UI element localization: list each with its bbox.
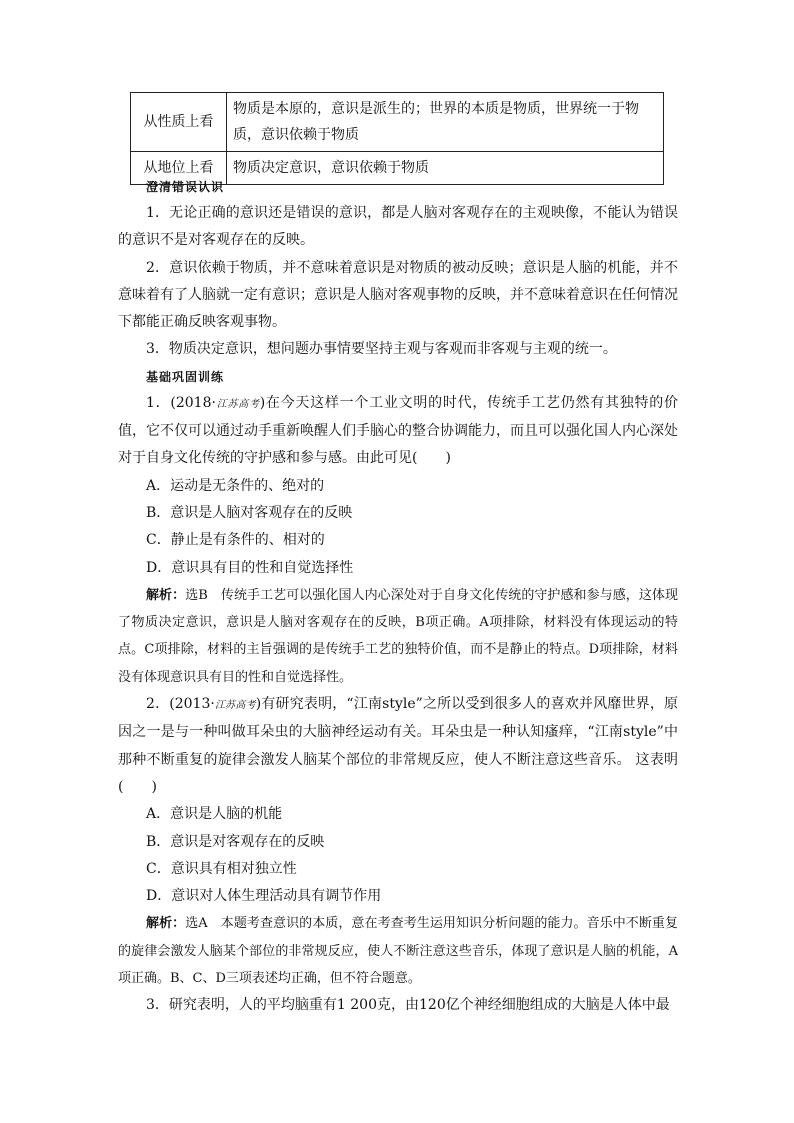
table-row-content: 物质是本原的，意识是派生的；世界的本质是物质，世界统一于物质，意识依赖于物质 [227, 93, 664, 152]
table-row [131, 93, 664, 152]
question-2-stem [118, 691, 678, 801]
option-c: C．意识具有相对独立性 [146, 860, 297, 877]
question-source: 江苏高考 [215, 398, 260, 410]
explanation-text: 选A 本题考查意识的本质，意在考查考生运用知识分析问题的能力。音乐中不断重复的旋律会激发人脑某个部位的非常规反应，使人不断注意这些音乐，体现了意识是人脑的机能，A项正确。B、C、D三项表述均正确，但不符合题意。 [118, 916, 678, 987]
clarify-item: 2．意识依赖于物质，并不意味着意识是对物质的被动反映；意识是人脑的机能，并不意味着有了人脑就一定有意识；意识是人脑对客观事物的反映，并不意味着意识在任何情况下都能正确反映客观事物。 [118, 259, 678, 331]
question-number: 3． [146, 997, 169, 1014]
clarify-item: 3．物质决定意识，想问题办事情要坚持主观与客观而非客观与主观的统一。 [146, 341, 617, 358]
option-d: D．意识具有目的性和自觉选择性 [146, 559, 354, 576]
summary-table [130, 92, 664, 185]
table-row-header: 从性质上看 [131, 93, 227, 152]
table-row-header: 从地位上看 [131, 152, 227, 185]
question-source: 江苏高考 [214, 700, 256, 712]
section-title-clarify: 澄清错误认识 [146, 180, 225, 194]
question-text: 研究表明，人的平均脑重有1 200克，由120亿个神经细胞组成的大脑是人体中最 [168, 997, 670, 1014]
clarify-item: 1．无论正确的意识还是错误的意识，都是人脑对客观存在的主观映像，不能认为错误的意识不是对客观存在的反映。 [118, 205, 678, 249]
main-content [118, 174, 678, 1020]
question-number: 2．(2013· [146, 696, 215, 713]
question-text: )在今天这样一个工业文明的时代，传统手工艺仍然有其独特的价值，它不仅可以通过动手重新唤醒人们手脑心的整合协调能力，而且可以强化国人内心深处对于自身文化传统的守护感和参与感。由此可见( ) [118, 394, 679, 467]
explanation-label: 解析： [146, 916, 186, 932]
question-text: )有研究表明，“江南style”之所以受到很多人的喜欢并风靡世界，原因之一是与一种叫做耳朵虫的大脑神经运动有关。耳朵虫是一种认知瘙痒，“江南style”中那种不断重复的旋律会激发人脑某个部位的非常规反应，使人不断注意这些音乐。 这表明( ) [118, 696, 679, 795]
question-1-explanation [118, 582, 678, 691]
question-1-stem [118, 390, 678, 473]
explanation-label: 解析： [146, 587, 186, 603]
explanation-text: 选B 传统手工艺可以强化国人内心深处对于自身文化传统的守护感和参与感，这体现了物质决定意识，意识是人脑对客观存在的反映，B项正确。A项排除，材料没有体现运动的特点。C项排除，材料的主旨强调的是传统手工艺的独特价值，而不是静止的特点。D项排除，材料没有体现意识具有目的性和自觉选择性。 [118, 587, 678, 685]
section-title-practice: 基础巩固训练 [146, 369, 225, 384]
option-c: C．静止是有条件的、相对的 [146, 532, 325, 549]
option-d: D．意识对人体生理活动具有调节作用 [146, 888, 382, 905]
option-a: A．意识是人脑的机能 [146, 806, 283, 823]
option-b: B．意识是人脑对客观存在的反映 [146, 504, 353, 521]
table-row-content: 物质决定意识，意识依赖于物质 [227, 152, 664, 185]
question-number: 1．(2018· [146, 394, 216, 411]
option-b: B．意识是对客观存在的反映 [146, 833, 325, 850]
option-a: A．运动是无条件的、绝对的 [146, 477, 325, 494]
question-3-stem [118, 992, 678, 1019]
question-2-explanation [118, 910, 678, 992]
